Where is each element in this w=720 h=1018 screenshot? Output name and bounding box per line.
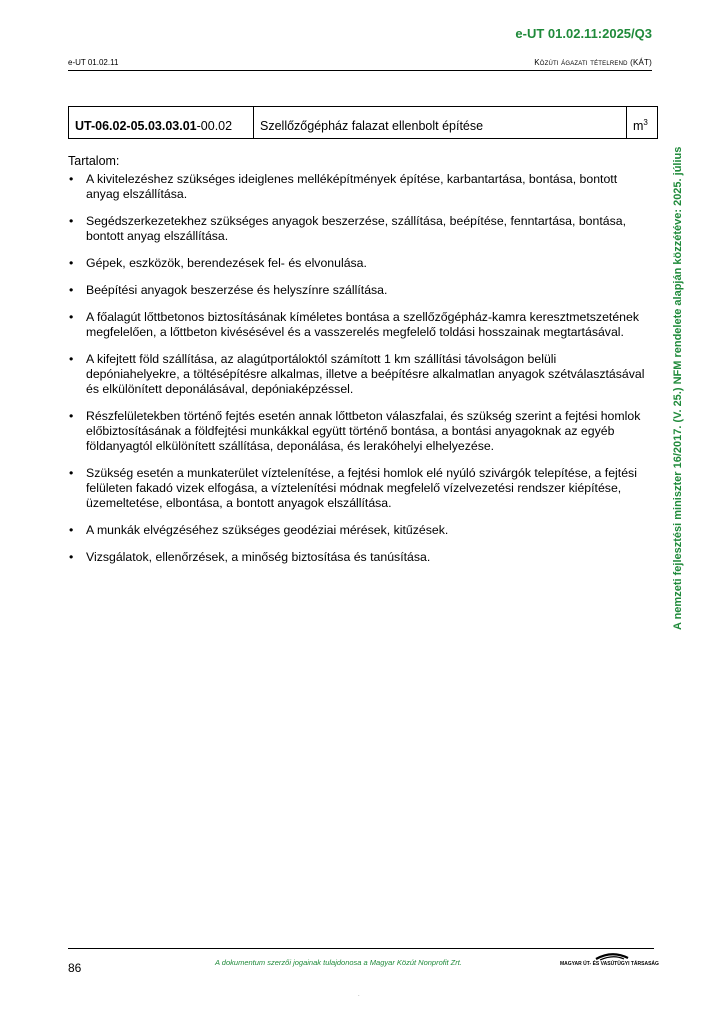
item-unit-exponent: 3: [643, 118, 648, 127]
header-divider: [68, 70, 652, 71]
item-row: [69, 107, 658, 139]
item-table: [68, 106, 658, 139]
item-name-cell: [254, 107, 627, 139]
list-item: • A kifejtett föld szállítása, az alagútportáloktól számított 1 km szállítási távolságon belüli depóniahelyekre, a töltésépítésre alkalmas, illetve a beépítésre alkalmatlan anyagok szétválasztásával és elkülönített deponálásával, depóniaképzéssel.: [68, 352, 648, 397]
list-item: • Beépítési anyagok beszerzése és helyszínre szállítása.: [68, 283, 648, 298]
item-code-cell: [69, 107, 254, 139]
header-right-label: Közúti ágazati tételrend (KÁT): [534, 58, 652, 67]
list-item: • A munkák elvégzéséhez szükséges geodéziai mérések, kitűzések.: [68, 523, 648, 538]
item-name: Szellőzőgépház falazat ellenbolt építése: [260, 119, 484, 134]
copyright-notice: A dokumentum szerzői jogainak tulajdonosa a Magyar Közút Nonprofit Zrt.: [215, 958, 462, 967]
list-item: • Vizsgálatok, ellenőrzések, a minőség biztosítása és tanúsítása.: [68, 550, 648, 565]
item-code-bold: UT-06.02-05.03.03.01: [75, 119, 197, 134]
logo-text: MAGYAR ÚT- ÉS VASÚTÜGYI TÁRSASÁG: [560, 961, 659, 967]
item-unit-cell: [627, 107, 658, 139]
item-unit-base: m: [633, 119, 644, 134]
publication-side-note: A nemzeti fejlesztési miniszter 16/2017. (V. 25.) NFM rendelete alapján közzétéve: 2025. július: [672, 146, 684, 630]
page-number: 86: [68, 961, 82, 975]
content-list: [68, 172, 648, 577]
content-title: Tartalom:: [68, 154, 120, 168]
list-item: • Részfelületekben történő fejtés esetén annak lőttbeton válaszfalai, és szükség szerint a fejtési homlok előbiztosításának a földfejtési munkákkal együtt történő bontása, a bontási anyagoknak az egyéb földanyagtól elkülönített szállítása, deponálása, és lerakóhelyi elhelyezése.: [68, 409, 648, 454]
document-code: e-UT 01.02.11:2025/Q3: [515, 26, 652, 41]
list-item: • Segédszerkezetekhez szükséges anyagok beszerzése, szállítása, beépítése, fenntartása, bontása, bontott anyag elszállítása.: [68, 214, 648, 244]
item-code-suffix: -00.02: [196, 119, 233, 134]
footer-divider: [68, 948, 654, 949]
list-item: • A főalagút lőttbetonos biztosításának kíméletes bontása a szellőzőgépház-kamra keresztmetszetének megfelelően, a lőttbeton kivésésével és a vasszerelés megfelelő toldási hosszainak megtartásával.: [68, 310, 648, 340]
tiny-mark: .: [358, 992, 360, 998]
list-item: • Gépek, eszközök, berendezések fel- és elvonulása.: [68, 256, 648, 271]
list-item: • A kivitelezéshez szükséges ideiglenes melléképítmények építése, karbantartása, bontása, bontott anyag elszállítása.: [68, 172, 648, 202]
header-left-label: e-UT 01.02.11: [68, 58, 119, 67]
list-item: • Szükség esetén a munkaterület víztelenítése, a fejtési homlok elé nyúló szivárgók telepítése, a fejtési felületen fakadó vizek elfogása, a víztelenítési módnak megfelelő vízelvezetési rendszer kiépítése, üzemeltetése, elbontása, a bontott anyagok elszállítása.: [68, 466, 648, 511]
